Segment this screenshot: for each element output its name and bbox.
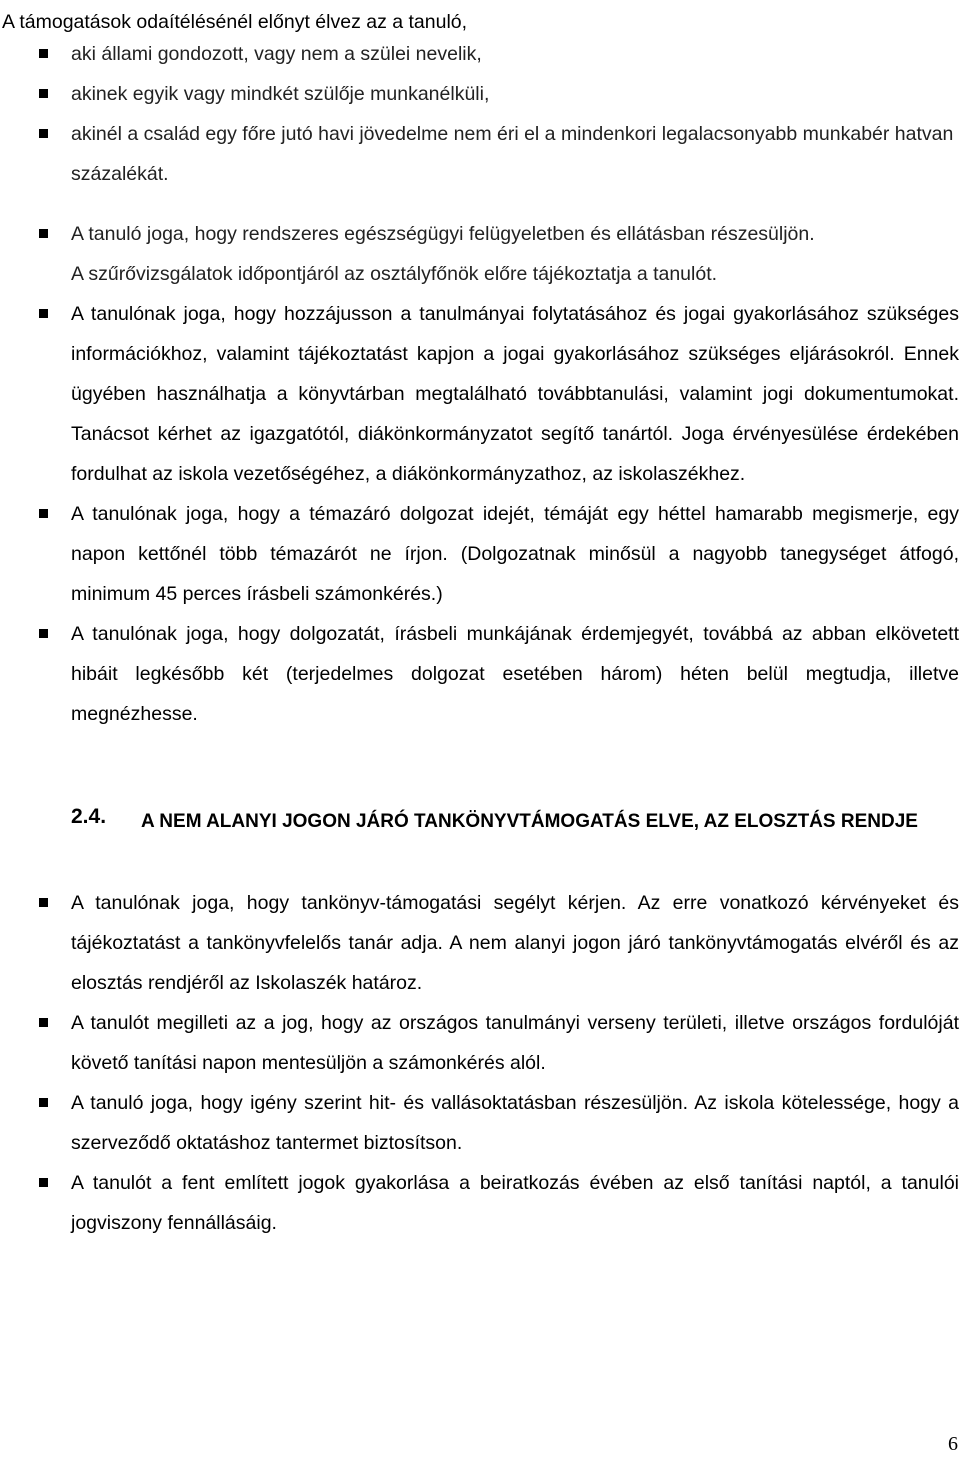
- bullet-icon: [39, 309, 48, 318]
- bullet-icon: [39, 49, 48, 58]
- bullet-icon: [39, 509, 48, 518]
- bullet-icon: [39, 89, 48, 98]
- page-number: 6: [948, 1433, 958, 1455]
- intro-lead: A támogatások odaítélésénél előnyt élvez az a tanuló,: [2, 11, 468, 33]
- rights-list: [0, 214, 960, 734]
- list-item: A tanulónak joga, hogy a témazáró dolgozat idejét, témáját egy héttel hamarabb megismerje, egy napon kettőnél több témazárót ne írjon. (Dolgozatnak minősül a nagyobb tanegységet átfogó, minimum 45 perces írásbeli számonkérés.): [0, 494, 959, 614]
- bullet-icon: [39, 129, 48, 138]
- list-item: A tanuló joga, hogy igény szerint hit- és vallásoktatásban részesüljön. Az iskola kötelessége, hogy a szerveződő oktatáshoz tantermet biztosítson.: [0, 1083, 959, 1163]
- bullet-icon: [39, 1018, 48, 1027]
- bullet-icon: [39, 898, 48, 907]
- conditions-list: [0, 34, 960, 194]
- list-item: A tanulót a fent említett jogok gyakorlása a beiratkozás évében az első tanítási naptól, a tanulói jogviszony fennállásáig.: [0, 1163, 959, 1243]
- list-item: A tanulót megilleti az a jog, hogy az országos tanulmányi verseny területi, illetve országos fordulóját követő tanítási napon mentesüljön a számonkérés alól.: [0, 1003, 959, 1083]
- list-item: akinél a család egy főre jutó havi jövedelme nem éri el a mindenkori legalacsonyabb munkabér hatvan százalékát.: [0, 114, 959, 194]
- list-item: akinek egyik vagy mindkét szülője munkanélküli,: [0, 74, 959, 114]
- list-item: A tanuló joga, hogy rendszeres egészségügyi felügyeletben és ellátásban részesüljön. A szűrővizsgálatok időpontjáról az osztályfőnök előre tájékoztatja a tanulót.: [0, 214, 959, 294]
- list-item: A tanulónak joga, hogy tankönyv-támogatási segélyt kérjen. Az erre vonatkozó kérvényeket és tájékoztatást a tankönyvfelelős tanár adja. A nem alanyi jogon járó tankönyvtámogatás elvéről és az elosztás rendjéről az Iskolaszék határoz.: [0, 883, 959, 1003]
- section-number: 2.4.: [71, 805, 107, 828]
- bullet-icon: [39, 229, 48, 238]
- list-item: A tanulónak joga, hogy dolgozatát, írásbeli munkájának érdemjegyét, továbbá az abban elkövetett hibáit legkésőbb két (terjedelmes dolgozat esetében három) héten belül megtudja, illetve megnézhesse.: [0, 614, 959, 734]
- bullet-icon: [39, 629, 48, 638]
- list-item: A tanulónak joga, hogy hozzájusson a tanulmányai folytatásához és jogai gyakorlásához szükséges információkhoz, valamint tájékoztatást kapjon a jogai gyakorlásához szükséges eljárásokról. Ennek ügyében használhatja a könyvtárban megtalálható továbbtanulási, valamint jogi dokumentumokat. Tanácsot kérhet az igazgatótól, diákönkormányzatot segítő tanártól. Joga érvényesülése érdekében fordulhat az iskola vezetőségéhez, a diákönkormányzathoz, az iskolaszékhez.: [0, 294, 959, 494]
- section-list: [0, 883, 960, 1243]
- bullet-icon: [39, 1178, 48, 1187]
- list-item: aki állami gondozott, vagy nem a szülei nevelik,: [0, 34, 959, 74]
- bullet-icon: [39, 1098, 48, 1107]
- section-title: A NEM ALANYI JOGON JÁRÓ TANKÖNYVTÁMOGATÁS ELVE, AZ ELOSZTÁS RENDJE: [141, 811, 918, 832]
